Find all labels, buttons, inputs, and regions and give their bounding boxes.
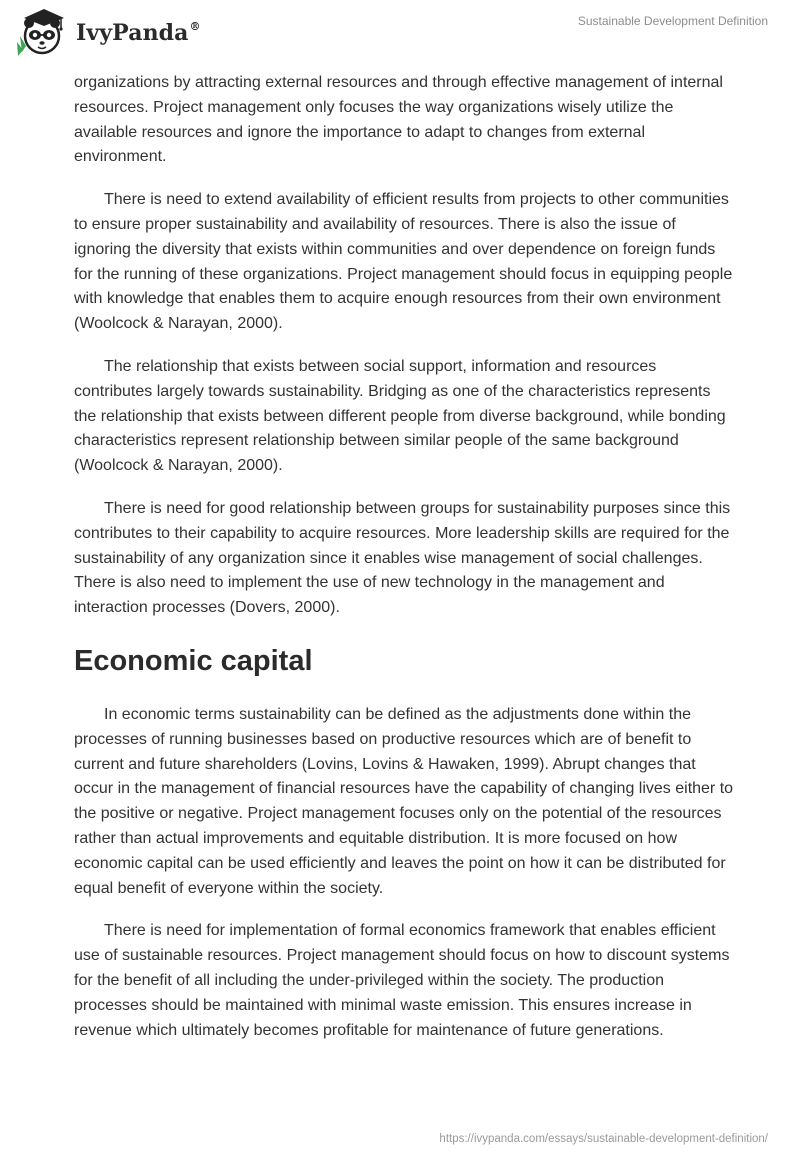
paragraph: The relationship that exists between social support, information and resources contributes largely towards sustainability. Bridging as one of the characteristics represents the relationship that exists between different people from diverse background, while bonding characteristics represent relationship between similar people of the same background (Woolcock & Narayan, 2000). <box>74 357 726 475</box>
paragraph: There is need for good relationship between groups for sustainability purposes since this contributes to their capability to acquire resources. More leadership skills are required for the sustainability of any organization since it enables wise management of social challenges. There is also need to implement the use of new technology in the management and interaction processes (Dovers, 2000). <box>74 499 731 617</box>
paragraph: There is need to extend availability of efficient results from projects to other communities to ensure proper sustainability and availability of resources. There is also the issue of ignoring the diversity that exists within communities and over dependence on foreign funds for the running of these organizations. Project management should focus in equipping people with knowledge that enables them to acquire enough resources from their own environment (Woolcock & Narayan, 2000). <box>74 191 733 333</box>
section-heading-economic-capital: Economic capital <box>74 644 313 677</box>
article-body <box>74 71 734 1061</box>
paragraph-continued: organizations by attracting external resources and through effective management of internal resources. Project management only focuses the way organizations wisely utilize the available resources and ignore the importance to adapt to changes from external environment. <box>74 74 723 166</box>
registered-mark: ® <box>189 20 201 33</box>
footer-source-url[interactable]: https://ivypanda.com/essays/sustainable-development-definition/ <box>439 1133 768 1145</box>
paragraph: There is need for implementation of formal economics framework that enables efficient use of sustainable resources. Project management should focus on how to discount systems for the benefit of all including the under-privileged within the society. The production processes should be maintained with minimal waste emission. This ensures increase in revenue which ultimately becomes profitable for maintenance of future generations. <box>74 922 730 1039</box>
page-header <box>0 0 800 70</box>
panda-logo-icon <box>14 6 74 58</box>
paragraph: In economic terms sustainability can be defined as the adjustments done within the processes of running businesses based on productive resources which are of benefit to current and future shareholders (Lovins, Lovins & Hawaken, 1999). Abrupt changes that occur in the management of financial resources have the capability of changing lives either to the positive or negative. Project management focuses only on the potential of the resources rather than actual improvements and equitable distribution. It is more focused on how economic capital can be used efficiently and leaves the point on how it can be distributed for equal benefit of everyone within the society. <box>74 705 734 897</box>
brand-logo-link[interactable] <box>14 6 201 58</box>
document-title: Sustainable Development Definition <box>577 14 768 28</box>
brand-name: IvyPanda® <box>76 20 201 46</box>
